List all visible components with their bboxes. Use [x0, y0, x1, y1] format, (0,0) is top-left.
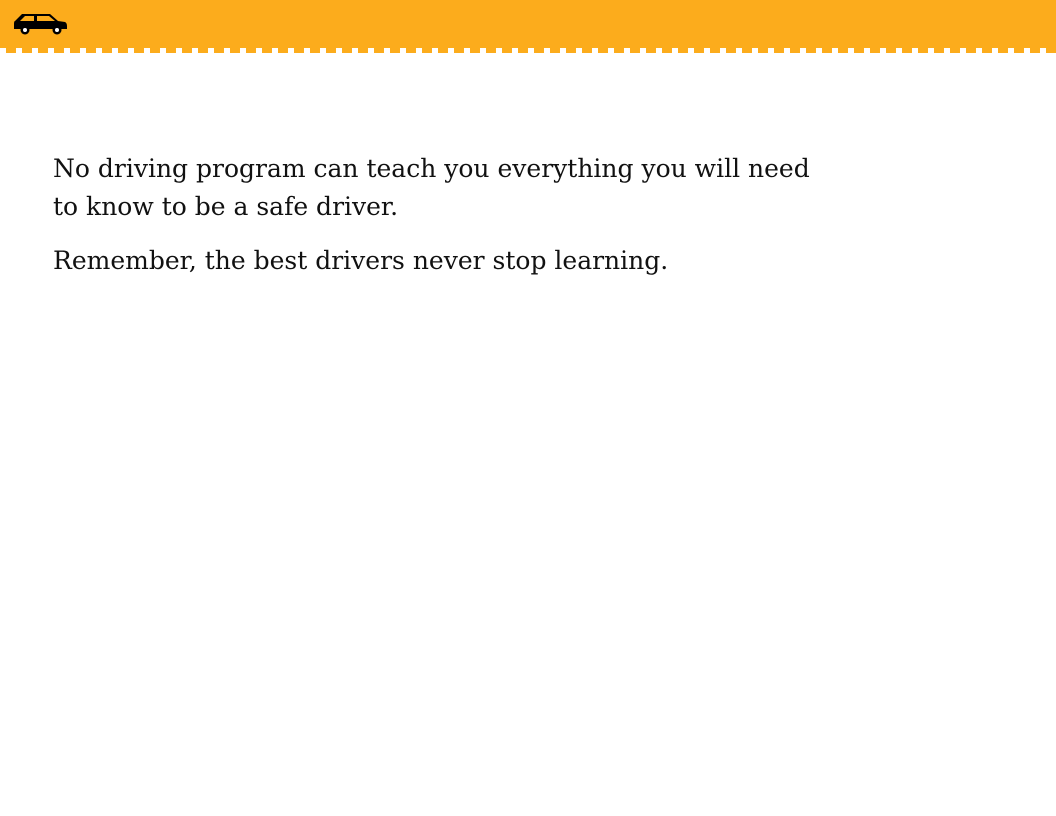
- slide-content: [53, 150, 833, 280]
- body-paragraph: Remember, the best drivers never stop learning.: [53, 246, 669, 275]
- body-paragraph: No driving program can teach you everything you will need to know to be a safe driver.: [53, 154, 810, 221]
- header-fill: [0, 0, 1056, 48]
- header-dashed-edge: [0, 48, 1056, 53]
- car-icon: [12, 12, 68, 36]
- header-band: [0, 0, 1056, 48]
